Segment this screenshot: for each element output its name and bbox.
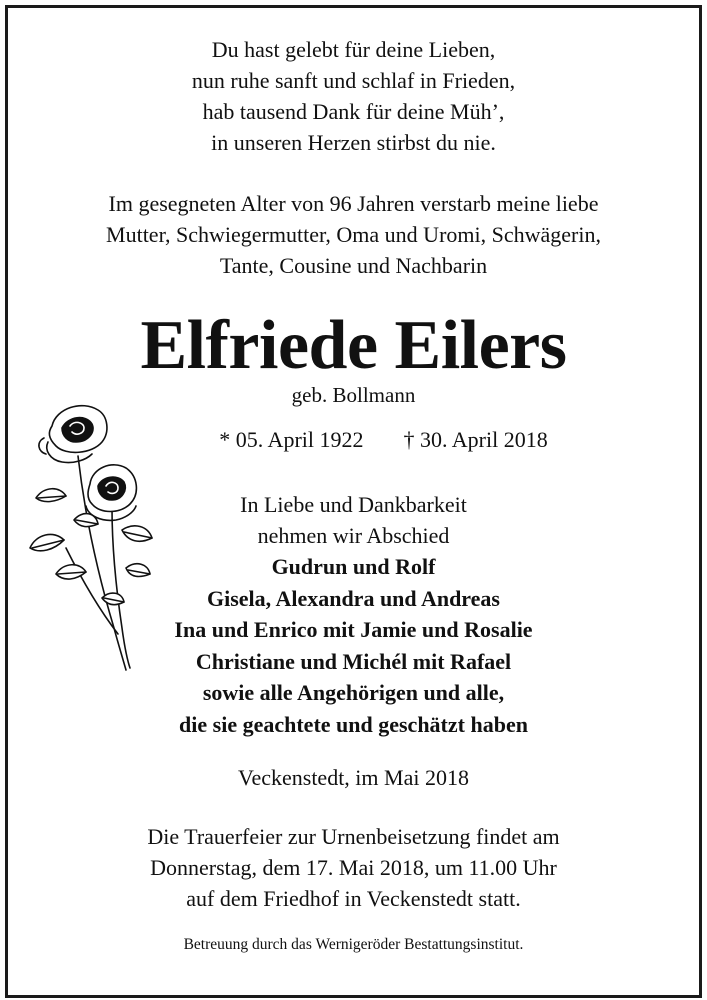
poem-line: in unseren Herzen stirbst du nie. bbox=[211, 130, 496, 155]
farewell-text bbox=[0, 489, 707, 551]
place-date: Veckenstedt, im Mai 2018 bbox=[238, 765, 469, 790]
family-line: Christiane und Michél mit Rafael bbox=[195, 648, 512, 674]
family-line: Gisela, Alexandra und Andreas bbox=[207, 585, 500, 611]
death-date: † 30. April 2018 bbox=[403, 427, 548, 452]
intro-line: Im gesegneten Alter von 96 Jahren verstarb meine liebe bbox=[108, 191, 599, 216]
funeral-line: Donnerstag, dem 17. Mai 2018, um 11.00 Uhr bbox=[150, 855, 557, 880]
family-list bbox=[0, 551, 707, 740]
poem-line: hab tausend Dank für deine Müh’, bbox=[202, 99, 505, 124]
poem-line: Du hast gelebt für deine Lieben, bbox=[211, 37, 496, 62]
family-line: Gudrun und Rolf bbox=[271, 554, 436, 579]
deceased-name: Elfriede Eilers bbox=[140, 307, 567, 384]
family-line: die sie geachtete und geschätzt haben bbox=[179, 711, 528, 737]
funeral-line: auf dem Friedhof in Veckenstedt statt. bbox=[186, 886, 521, 911]
funeral-info bbox=[0, 821, 707, 914]
intro-line: Tante, Cousine und Nachbarin bbox=[219, 253, 488, 278]
farewell-line: nehmen wir Abschied bbox=[257, 523, 450, 548]
poem-line: nun ruhe sanft und schlaf in Frieden, bbox=[191, 68, 516, 93]
intro-line: Mutter, Schwiegermutter, Oma und Uromi, Schwägerin, bbox=[106, 222, 601, 247]
intro-text bbox=[0, 188, 707, 281]
birth-date: * 05. April 1922 bbox=[219, 427, 364, 452]
farewell-line: In Liebe und Dankbarkeit bbox=[240, 492, 467, 517]
born-name: geb. Bollmann bbox=[291, 383, 416, 407]
family-line: Ina und Enrico mit Jamie und Rosalie bbox=[174, 617, 533, 642]
undertaker-note: Betreuung durch das Wernigeröder Bestattungsinstitut. bbox=[183, 936, 524, 953]
poem bbox=[0, 34, 707, 158]
family-line: sowie alle Angehörigen und alle, bbox=[202, 680, 505, 705]
funeral-line: Die Trauerfeier zur Urnenbeisetzung findet am bbox=[147, 824, 560, 849]
